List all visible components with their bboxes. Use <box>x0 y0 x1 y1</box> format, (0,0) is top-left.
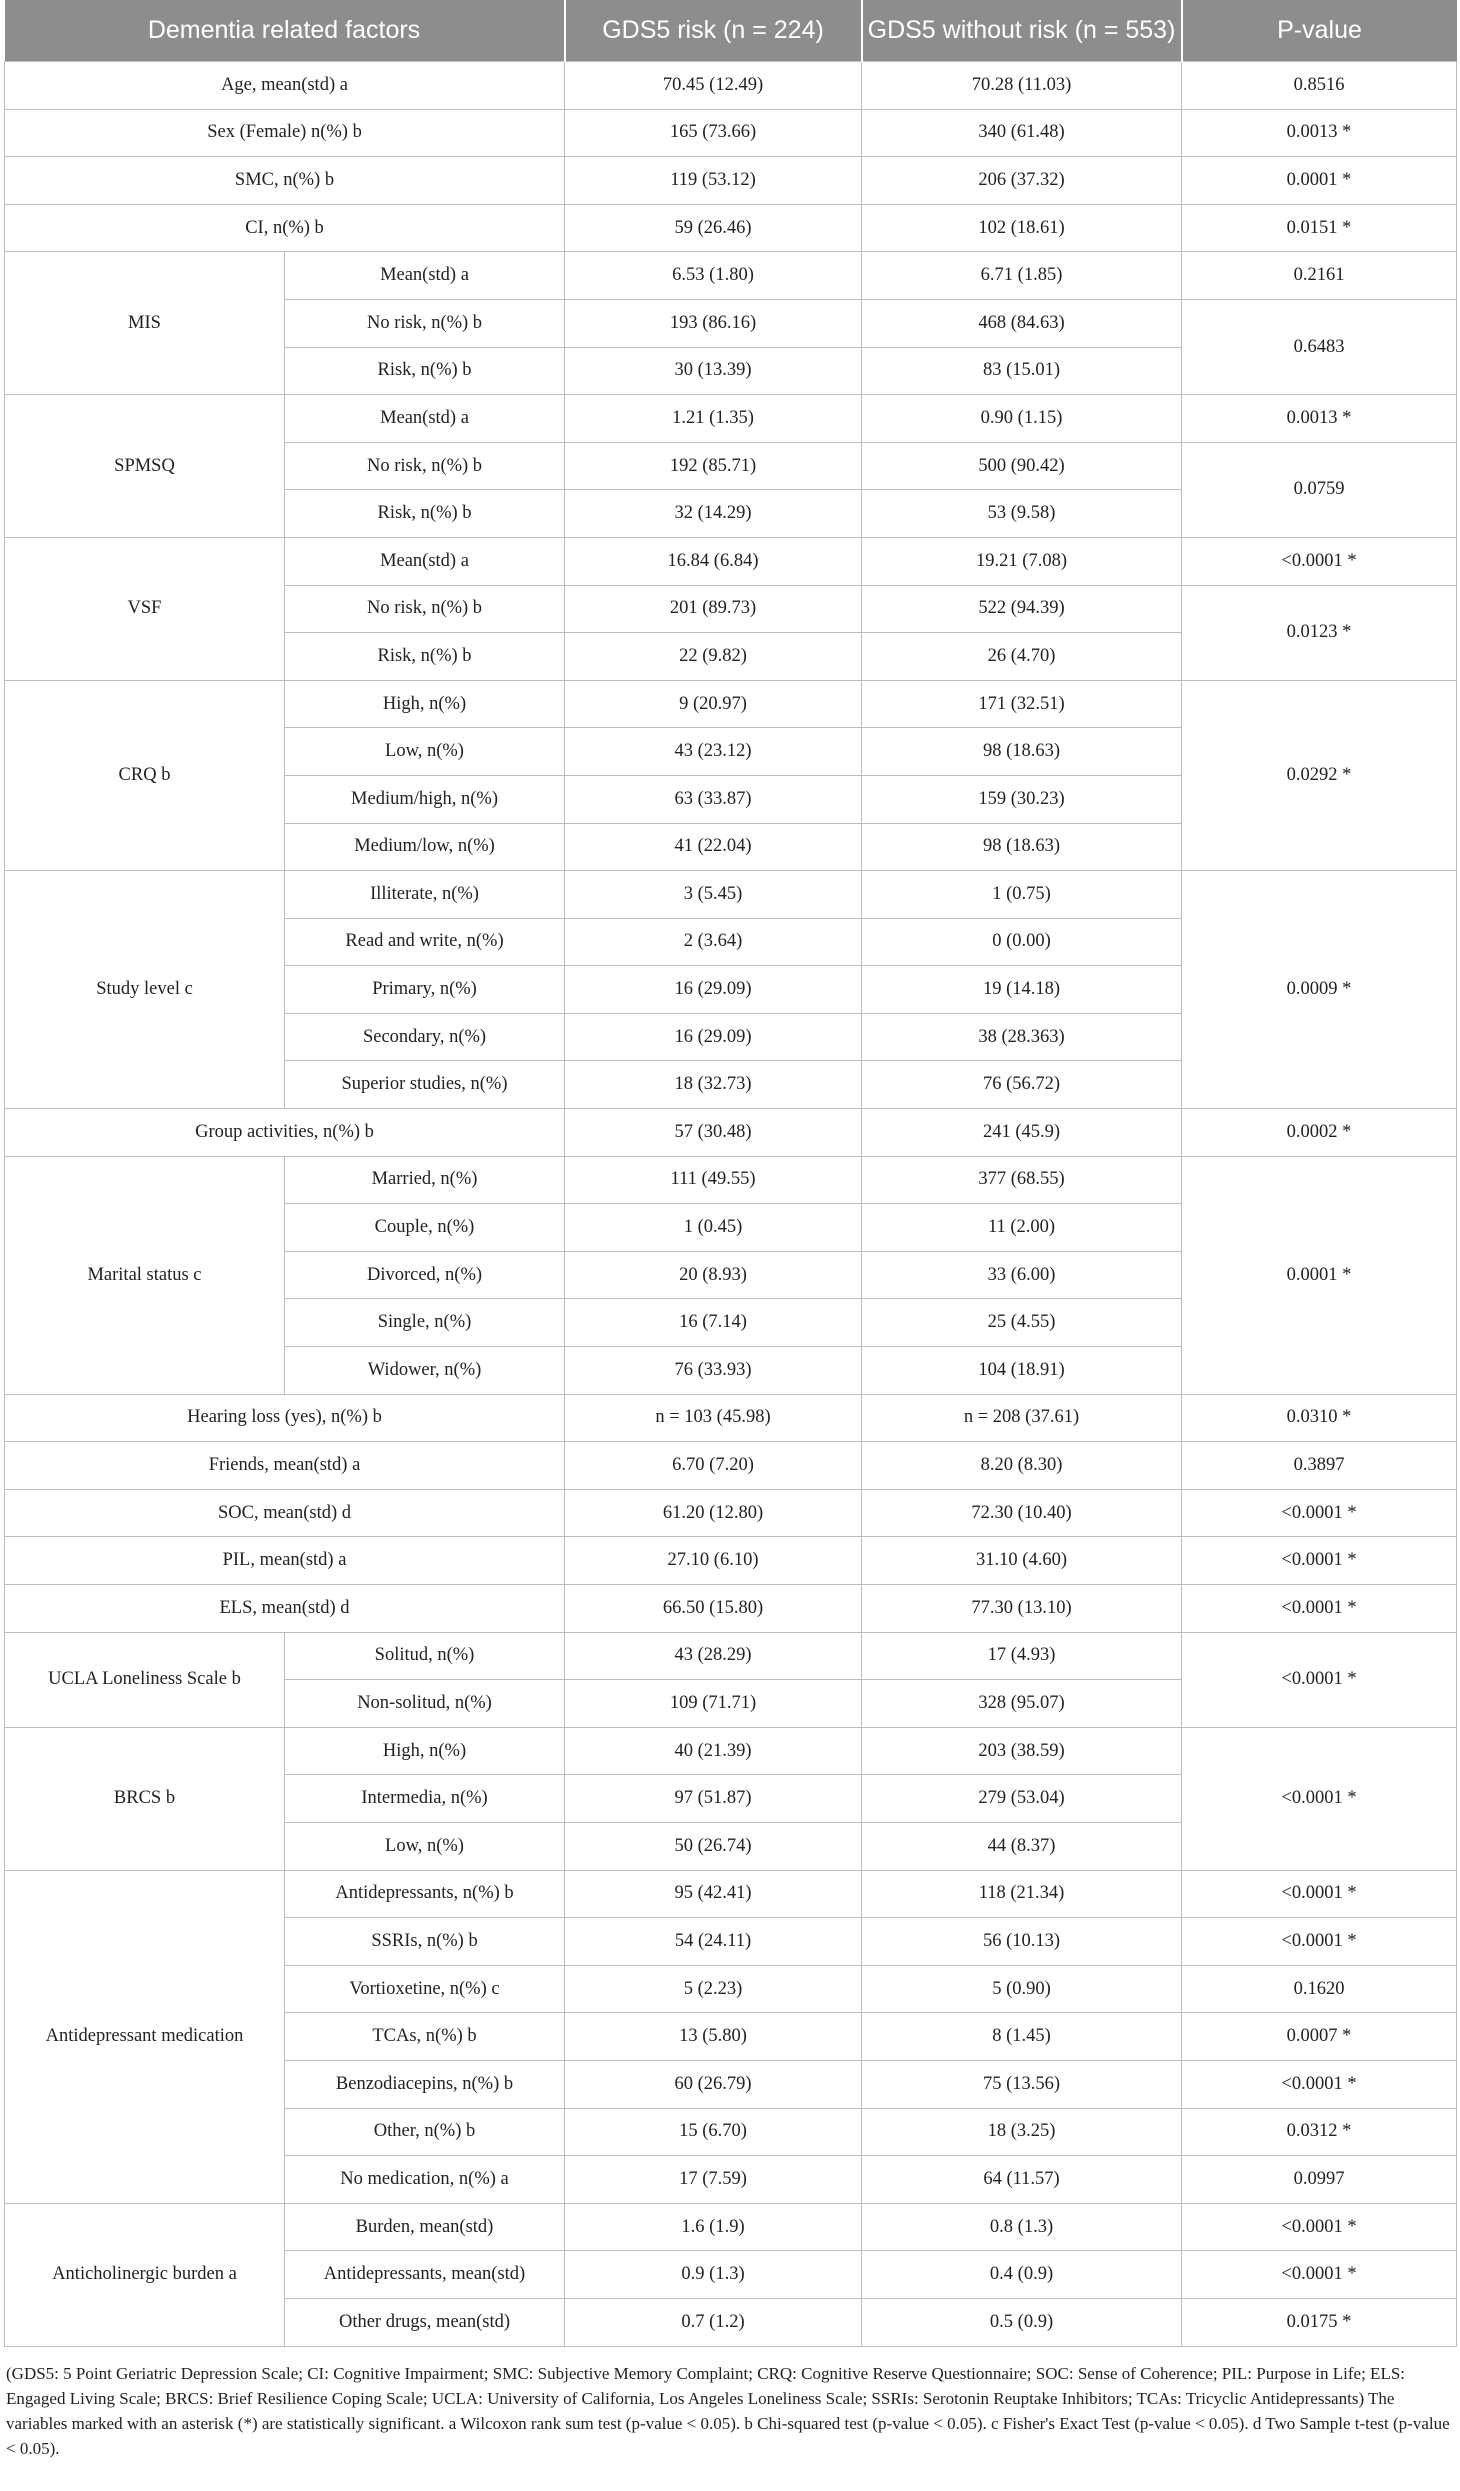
table-cell: 31.10 (4.60) <box>862 1537 1182 1585</box>
table-cell: Divorced, n(%) <box>285 1251 565 1299</box>
table-cell: 27.10 (6.10) <box>565 1537 862 1585</box>
table-cell: 16 (29.09) <box>565 1013 862 1061</box>
table-cell: Friends, mean(std) a <box>5 1442 565 1490</box>
table-cell: 43 (28.29) <box>565 1632 862 1680</box>
table-cell: Low, n(%) <box>285 1822 565 1870</box>
table-cell: 0.0009 * <box>1182 871 1457 1109</box>
table-cell: 0.0310 * <box>1182 1394 1457 1442</box>
table-cell: 119 (53.12) <box>565 157 862 205</box>
table-cell: Couple, n(%) <box>285 1204 565 1252</box>
table-row <box>5 252 1457 300</box>
table-cell: 57 (30.48) <box>565 1109 862 1157</box>
table-cell: 50 (26.74) <box>565 1822 862 1870</box>
table-cell: 1.6 (1.9) <box>565 2203 862 2251</box>
table-cell: 98 (18.63) <box>862 728 1182 776</box>
table-cell: <0.0001 * <box>1182 1585 1457 1633</box>
table-cell: 201 (89.73) <box>565 585 862 633</box>
table-cell: 30 (13.39) <box>565 347 862 395</box>
table-cell: Married, n(%) <box>285 1156 565 1204</box>
table-cell: 279 (53.04) <box>862 1775 1182 1823</box>
table-cell: Widower, n(%) <box>285 1347 565 1395</box>
table-cell: 77.30 (13.10) <box>862 1585 1182 1633</box>
table-cell: Intermedia, n(%) <box>285 1775 565 1823</box>
table-cell: BRCS b <box>5 1727 285 1870</box>
table-cell: 203 (38.59) <box>862 1727 1182 1775</box>
table-cell: Study level c <box>5 871 285 1109</box>
table-cell: 22 (9.82) <box>565 633 862 681</box>
table-cell: Other drugs, mean(std) <box>285 2298 565 2346</box>
table-cell: TCAs, n(%) b <box>285 2013 565 2061</box>
table-cell: 16 (29.09) <box>565 966 862 1014</box>
table-cell: 17 (7.59) <box>565 2156 862 2204</box>
table-cell: 41 (22.04) <box>565 823 862 871</box>
table-cell: <0.0001 * <box>1182 1727 1457 1870</box>
header-p-value: P-value <box>1182 0 1457 62</box>
table-cell: 0.0759 <box>1182 442 1457 537</box>
table-cell: 13 (5.80) <box>565 2013 862 2061</box>
table-cell: 33 (6.00) <box>862 1251 1182 1299</box>
table-cell: 97 (51.87) <box>565 1775 862 1823</box>
table-cell: Superior studies, n(%) <box>285 1061 565 1109</box>
table-cell: 102 (18.61) <box>862 204 1182 252</box>
table-row <box>5 2203 1457 2251</box>
table-cell: Secondary, n(%) <box>285 1013 565 1061</box>
header-gds5-no-risk: GDS5 without risk (n = 553) <box>862 0 1182 62</box>
table-cell: n = 103 (45.98) <box>565 1394 862 1442</box>
table-cell: SPMSQ <box>5 395 285 538</box>
table-cell: 0.0997 <box>1182 2156 1457 2204</box>
table-cell: <0.0001 * <box>1182 537 1457 585</box>
table-cell: 17 (4.93) <box>862 1632 1182 1680</box>
table-cell: 118 (21.34) <box>862 1870 1182 1918</box>
table-cell: 468 (84.63) <box>862 299 1182 347</box>
table-cell: 522 (94.39) <box>862 585 1182 633</box>
table-cell: Risk, n(%) b <box>285 633 565 681</box>
table-cell: 0.0013 * <box>1182 395 1457 443</box>
table-row <box>5 1489 1457 1537</box>
table-cell: No medication, n(%) a <box>285 2156 565 2204</box>
table-cell: 76 (33.93) <box>565 1347 862 1395</box>
table-cell: 0.90 (1.15) <box>862 395 1182 443</box>
table-cell: Non-solitud, n(%) <box>285 1680 565 1728</box>
table-cell: 0.6483 <box>1182 299 1457 394</box>
table-cell: No risk, n(%) b <box>285 299 565 347</box>
table-cell: Risk, n(%) b <box>285 490 565 538</box>
table-cell: CRQ b <box>5 680 285 870</box>
table-cell: Mean(std) a <box>285 252 565 300</box>
table-cell: 59 (26.46) <box>565 204 862 252</box>
table-cell: 0.0013 * <box>1182 109 1457 157</box>
table-cell: 193 (86.16) <box>565 299 862 347</box>
table-cell: Group activities, n(%) b <box>5 1109 565 1157</box>
table-cell: Hearing loss (yes), n(%) b <box>5 1394 565 1442</box>
table-cell: 25 (4.55) <box>862 1299 1182 1347</box>
table-row <box>5 1632 1457 1680</box>
table-cell: 0.0001 * <box>1182 1156 1457 1394</box>
table-cell: 0.3897 <box>1182 1442 1457 1490</box>
table-cell: Medium/low, n(%) <box>285 823 565 871</box>
table-row <box>5 1394 1457 1442</box>
table-cell: ELS, mean(std) d <box>5 1585 565 1633</box>
table-cell: 60 (26.79) <box>565 2060 862 2108</box>
table-cell: 83 (15.01) <box>862 347 1182 395</box>
table-cell: 3 (5.45) <box>565 871 862 919</box>
table-cell: 16 (7.14) <box>565 1299 862 1347</box>
table-row <box>5 1585 1457 1633</box>
table-cell: SMC, n(%) b <box>5 157 565 205</box>
table-row <box>5 1727 1457 1775</box>
table-cell: Marital status c <box>5 1156 285 1394</box>
table-cell: <0.0001 * <box>1182 1870 1457 1918</box>
table-cell: 0.0175 * <box>1182 2298 1457 2346</box>
table-cell: 104 (18.91) <box>862 1347 1182 1395</box>
table-cell: <0.0001 * <box>1182 2251 1457 2299</box>
table-cell: 6.70 (7.20) <box>565 1442 862 1490</box>
table-row <box>5 1870 1457 1918</box>
table-cell: <0.0001 * <box>1182 1489 1457 1537</box>
table-cell: PIL, mean(std) a <box>5 1537 565 1585</box>
table-cell: 19.21 (7.08) <box>862 537 1182 585</box>
table-cell: 1 (0.75) <box>862 871 1182 919</box>
table-cell: Other, n(%) b <box>285 2108 565 2156</box>
table-cell: 6.53 (1.80) <box>565 252 862 300</box>
table-row <box>5 1156 1457 1204</box>
table-cell: Read and write, n(%) <box>285 918 565 966</box>
table-cell: 72.30 (10.40) <box>862 1489 1182 1537</box>
table-cell: 206 (37.32) <box>862 157 1182 205</box>
table-cell: 328 (95.07) <box>862 1680 1182 1728</box>
table-cell: 340 (61.48) <box>862 109 1182 157</box>
table-row <box>5 157 1457 205</box>
table-cell: No risk, n(%) b <box>285 585 565 633</box>
data-table <box>4 0 1457 2347</box>
table-row <box>5 871 1457 919</box>
table-row <box>5 395 1457 443</box>
table-cell: <0.0001 * <box>1182 1918 1457 1966</box>
table-cell: Age, mean(std) a <box>5 62 565 110</box>
table-cell: n = 208 (37.61) <box>862 1394 1182 1442</box>
table-cell: 111 (49.55) <box>565 1156 862 1204</box>
table-cell: MIS <box>5 252 285 395</box>
table-cell: Anticholinergic burden a <box>5 2203 285 2346</box>
table-cell: <0.0001 * <box>1182 2060 1457 2108</box>
table-cell: 63 (33.87) <box>565 775 862 823</box>
table-cell: High, n(%) <box>285 1727 565 1775</box>
table-cell: SSRIs, n(%) b <box>285 1918 565 1966</box>
table-row <box>5 680 1457 728</box>
table-cell: 1.21 (1.35) <box>565 395 862 443</box>
table-cell: 192 (85.71) <box>565 442 862 490</box>
table-cell: Mean(std) a <box>285 395 565 443</box>
table-cell: 171 (32.51) <box>862 680 1182 728</box>
table-cell: 70.28 (11.03) <box>862 62 1182 110</box>
table-cell: 0.9 (1.3) <box>565 2251 862 2299</box>
table-cell: 26 (4.70) <box>862 633 1182 681</box>
table-cell: 165 (73.66) <box>565 109 862 157</box>
table-cell: 19 (14.18) <box>862 966 1182 1014</box>
table-cell: 500 (90.42) <box>862 442 1182 490</box>
table-cell: 54 (24.11) <box>565 1918 862 1966</box>
table-cell: <0.0001 * <box>1182 1537 1457 1585</box>
table-cell: 109 (71.71) <box>565 1680 862 1728</box>
table-cell: 66.50 (15.80) <box>565 1585 862 1633</box>
table-cell: 15 (6.70) <box>565 2108 862 2156</box>
table-cell: 0.0123 * <box>1182 585 1457 680</box>
table-body <box>5 62 1457 2347</box>
table-cell: Risk, n(%) b <box>285 347 565 395</box>
table-cell: Single, n(%) <box>285 1299 565 1347</box>
table-footnote: (GDS5: 5 Point Geriatric Depression Scale; CI: Cognitive Impairment; SMC: Subjective Memory Complaint; CRQ: Cognitive Reserve Questionnaire; SOC: Sense of Coherence; PIL: Purpose in Life; ELS: Engaged Living Scale; BRCS: Brief Resilience Coping Scale; UCLA: University of California, Los Angeles Loneliness Scale; SSRIs: Serotonin Reuptake Inhibitors; TCAs: Tricyclic Antidepressants) The variables marked with an asterisk (*) are statistically significant. a Wilcoxon rank sum test (p-value < 0.05). b Chi-squared test (p-value < 0.05). c Fisher's Exact Test (p-value < 0.05). d Two Sample t-test (p-value < 0.05). <box>6 2363 1450 2458</box>
table-cell: Mean(std) a <box>285 537 565 585</box>
table-header-row <box>5 0 1457 62</box>
table-cell: 2 (3.64) <box>565 918 862 966</box>
table-cell: 40 (21.39) <box>565 1727 862 1775</box>
table-cell: 0.0001 * <box>1182 157 1457 205</box>
table-cell: 5 (0.90) <box>862 1965 1182 2013</box>
table-cell: 76 (56.72) <box>862 1061 1182 1109</box>
table-cell: No risk, n(%) b <box>285 442 565 490</box>
table-cell: High, n(%) <box>285 680 565 728</box>
table-cell: VSF <box>5 537 285 680</box>
table-cell: 75 (13.56) <box>862 2060 1182 2108</box>
table-row <box>5 1537 1457 1585</box>
table-cell: Low, n(%) <box>285 728 565 776</box>
table-cell: 64 (11.57) <box>862 2156 1182 2204</box>
table-cell: Sex (Female) n(%) b <box>5 109 565 157</box>
table-cell: 0.2161 <box>1182 252 1457 300</box>
table-row <box>5 1109 1457 1157</box>
table-cell: 0.0002 * <box>1182 1109 1457 1157</box>
table-cell: 32 (14.29) <box>565 490 862 538</box>
table-cell: 11 (2.00) <box>862 1204 1182 1252</box>
table-cell: 0.0292 * <box>1182 680 1457 870</box>
table-cell: 16.84 (6.84) <box>565 537 862 585</box>
table-cell: 9 (20.97) <box>565 680 862 728</box>
table-cell: CI, n(%) b <box>5 204 565 252</box>
table-cell: 0 (0.00) <box>862 918 1182 966</box>
table-cell: 0.0312 * <box>1182 2108 1457 2156</box>
table-row <box>5 62 1457 110</box>
header-gds5-risk: GDS5 risk (n = 224) <box>565 0 862 62</box>
table-cell: 53 (9.58) <box>862 490 1182 538</box>
table-cell: 8 (1.45) <box>862 2013 1182 2061</box>
table-cell: 0.5 (0.9) <box>862 2298 1182 2346</box>
table-cell: Antidepressants, mean(std) <box>285 2251 565 2299</box>
table-cell: Vortioxetine, n(%) c <box>285 1965 565 2013</box>
table-cell: UCLA Loneliness Scale b <box>5 1632 285 1727</box>
table-cell: 98 (18.63) <box>862 823 1182 871</box>
table-cell: 1 (0.45) <box>565 1204 862 1252</box>
table-cell: 0.7 (1.2) <box>565 2298 862 2346</box>
table-cell: 43 (23.12) <box>565 728 862 776</box>
table-cell: 44 (8.37) <box>862 1822 1182 1870</box>
table-cell: Antidepressant medication <box>5 1870 285 2203</box>
table-cell: SOC, mean(std) d <box>5 1489 565 1537</box>
table-cell: 0.0007 * <box>1182 2013 1457 2061</box>
table-cell: Illiterate, n(%) <box>285 871 565 919</box>
table-cell: Solitud, n(%) <box>285 1632 565 1680</box>
table-cell: 18 (3.25) <box>862 2108 1182 2156</box>
table-cell: 0.1620 <box>1182 1965 1457 2013</box>
table-cell: <0.0001 * <box>1182 1632 1457 1727</box>
table-cell: Primary, n(%) <box>285 966 565 1014</box>
table-cell: 20 (8.93) <box>565 1251 862 1299</box>
table-cell: Burden, mean(std) <box>285 2203 565 2251</box>
table-cell: 241 (45.9) <box>862 1109 1182 1157</box>
table-row <box>5 1442 1457 1490</box>
table-row <box>5 204 1457 252</box>
table-cell: 61.20 (12.80) <box>565 1489 862 1537</box>
table-cell: 0.8 (1.3) <box>862 2203 1182 2251</box>
table-cell: Antidepressants, n(%) b <box>285 1870 565 1918</box>
table-cell: 377 (68.55) <box>862 1156 1182 1204</box>
table-cell: Benzodiacepins, n(%) b <box>285 2060 565 2108</box>
header-factors: Dementia related factors <box>5 0 565 62</box>
table-row <box>5 109 1457 157</box>
table-cell: 56 (10.13) <box>862 1918 1182 1966</box>
table-cell: 5 (2.23) <box>565 1965 862 2013</box>
table-cell: 8.20 (8.30) <box>862 1442 1182 1490</box>
table-cell: 18 (32.73) <box>565 1061 862 1109</box>
table-cell: 0.8516 <box>1182 62 1457 110</box>
table-cell: 0.4 (0.9) <box>862 2251 1182 2299</box>
table-row <box>5 537 1457 585</box>
table-cell: 38 (28.363) <box>862 1013 1182 1061</box>
table-cell: 159 (30.23) <box>862 775 1182 823</box>
table-cell: 95 (42.41) <box>565 1870 862 1918</box>
table-cell: Medium/high, n(%) <box>285 775 565 823</box>
table-cell: <0.0001 * <box>1182 2203 1457 2251</box>
table-cell: 70.45 (12.49) <box>565 62 862 110</box>
table-cell: 0.0151 * <box>1182 204 1457 252</box>
table-cell: 6.71 (1.85) <box>862 252 1182 300</box>
